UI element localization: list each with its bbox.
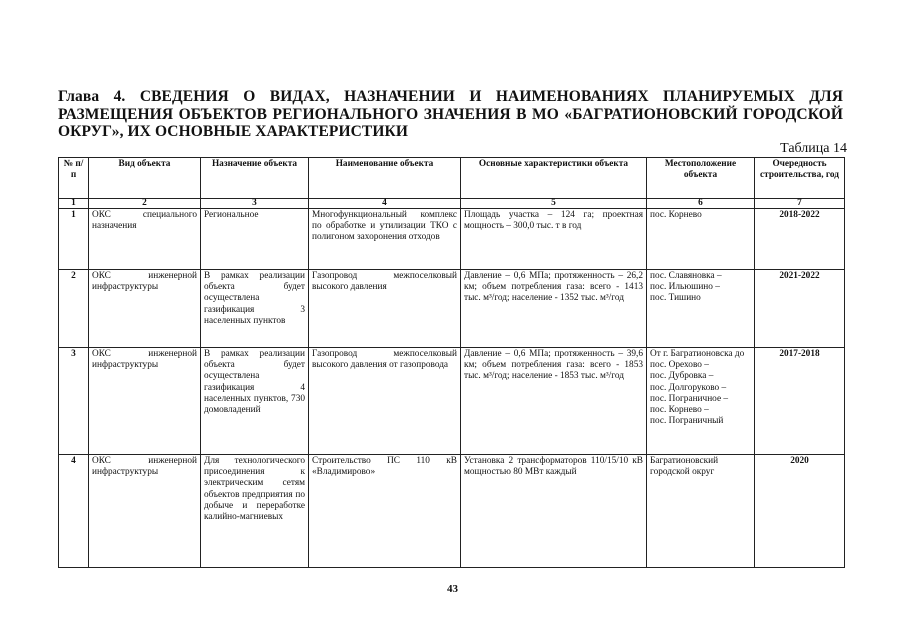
object-type: ОКС инженерной инфраструктуры — [89, 455, 201, 568]
column-number: 4 — [309, 199, 461, 209]
column-number: 1 — [59, 199, 89, 209]
page-number: 43 — [447, 583, 458, 595]
construction-period: 2020 — [755, 455, 845, 568]
header-cell: Вид объекта — [89, 158, 201, 199]
object-location: Багратионовский городской округ — [647, 455, 755, 568]
object-name: Многофункциональный комплекс по обработке и утилизации ТКО с полигоном захоронения отходов — [309, 209, 461, 270]
column-number: 5 — [461, 199, 647, 209]
object-type: ОКС инженерной инфраструктуры — [89, 270, 201, 348]
header-cell: № п/п — [59, 158, 89, 199]
table-header-row — [59, 158, 845, 199]
row-number: 1 — [59, 209, 89, 270]
object-purpose: Региональное — [201, 209, 309, 270]
object-location: От г. Багратионовска до пос. Орехово – пос. Дубровка – пос. Долгоруково – пос. Пограничное – пос. Корнево – пос. Пограничный — [647, 348, 755, 455]
row-number: 4 — [59, 455, 89, 568]
object-type: ОКС инженерной инфраструктуры — [89, 348, 201, 455]
object-type: ОКС специального назначения — [89, 209, 201, 270]
object-location: пос. Корнево — [647, 209, 755, 270]
column-number-row — [59, 199, 845, 209]
table-row — [59, 209, 845, 270]
chapter-heading: Глава 4. СВЕДЕНИЯ О ВИДАХ, НАЗНАЧЕНИИ И НАИМЕНОВАНИЯХ ПЛАНИРУЕМЫХ ДЛЯ РАЗМЕЩЕНИЯ ОБЪЕКТОВ РЕГИОНАЛЬНОГО ЗНАЧЕНИЯ В МО «БАГРАТИОНОВСКИЙ ГОРОДСКОЙ ОКРУГ», ИХ ОСНОВНЫЕ ХАРАКТЕРИСТИКИ — [58, 88, 843, 140]
row-number: 3 — [59, 348, 89, 455]
header-cell: Местоположение объекта — [647, 158, 755, 199]
table-row — [59, 455, 845, 568]
construction-period: 2018-2022 — [755, 209, 845, 270]
object-purpose: В рамках реализации объекта будет осуществлена газификация 3 населенных пунктов — [201, 270, 309, 348]
header-cell: Назначение объекта — [201, 158, 309, 199]
table-row — [59, 270, 845, 348]
object-characteristics: Установка 2 трансформаторов 110/15/10 кВ мощностью 80 МВт каждый — [461, 455, 647, 568]
header-cell: Очередность строительства, год — [755, 158, 845, 199]
construction-period: 2017-2018 — [755, 348, 845, 455]
table-caption: Таблица 14 — [780, 141, 847, 156]
column-number: 3 — [201, 199, 309, 209]
column-number: 7 — [755, 199, 845, 209]
object-name: Газопровод межпоселковый высокого давления — [309, 270, 461, 348]
objects-table — [58, 157, 845, 568]
object-characteristics: Давление – 0,6 МПа; протяженность – 26,2 км; объем потребления газа: всего - 1413 тыс. м³/год; население - 1352 тыс. м³/год — [461, 270, 647, 348]
construction-period: 2021-2022 — [755, 270, 845, 348]
object-purpose: В рамках реализации объекта будет осуществлена газификация 4 населенных пунктов, 730 домовладений — [201, 348, 309, 455]
table-row — [59, 348, 845, 455]
column-number: 2 — [89, 199, 201, 209]
object-name: Строительство ПС 110 кВ «Владимирово» — [309, 455, 461, 568]
object-characteristics: Площадь участка – 124 га; проектная мощность – 300,0 тыс. т в год — [461, 209, 647, 270]
object-location: пос. Славяновка – пос. Ильюшино – пос. Тишино — [647, 270, 755, 348]
column-number: 6 — [647, 199, 755, 209]
row-number: 2 — [59, 270, 89, 348]
header-cell: Основные характеристики объекта — [461, 158, 647, 199]
object-name: Газопровод межпоселковый высокого давления от газопровода — [309, 348, 461, 455]
object-characteristics: Давление – 0,6 МПа; протяженность – 39,6 км; объем потребления газа: всего - 1853 тыс. м³/год; население - 1853 тыс. м³/год — [461, 348, 647, 455]
header-cell: Наименование объекта — [309, 158, 461, 199]
object-purpose: Для технологического присоединения к электрическим сетям объектов предприятия по добыче и переработке калийно-магниевых — [201, 455, 309, 568]
